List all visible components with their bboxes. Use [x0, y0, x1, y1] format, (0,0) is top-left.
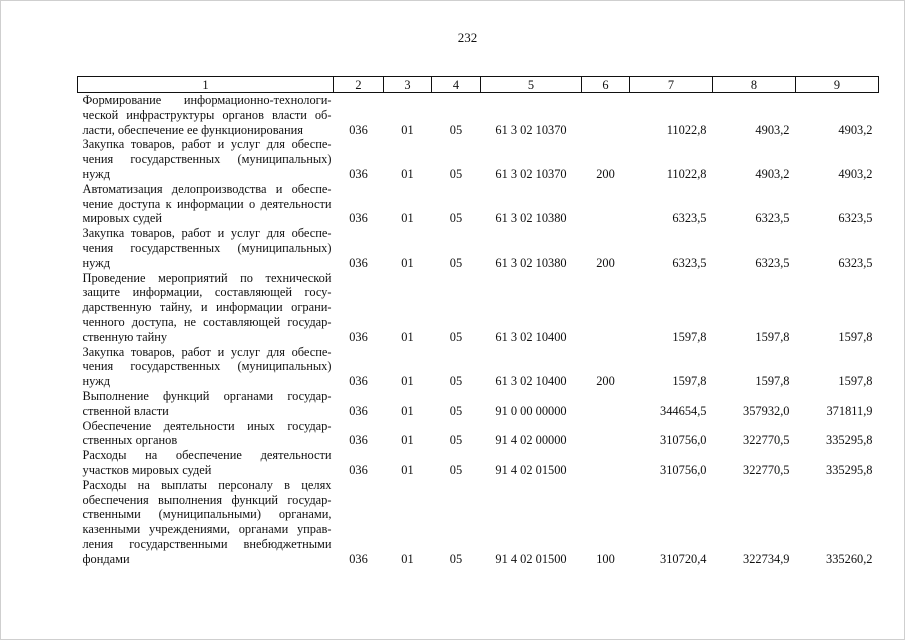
- code-section-cell: 01: [401, 166, 414, 181]
- amount-year1-cell: 1597,8: [672, 374, 707, 389]
- row-name-cell: Расходы на обеспечение деятельности участков мировых судей: [82, 448, 332, 477]
- row-name-cell: Обеспечение деятельности иных государственных органов: [82, 418, 332, 448]
- column-header: 8: [713, 77, 796, 93]
- table-row: [78, 93, 879, 138]
- code-admin-cell: 036: [349, 433, 368, 448]
- amount-year1-cell: 6323,5: [672, 211, 707, 226]
- code-target-cell: 91 4 02 00000: [495, 433, 567, 448]
- amount-year3-cell: 371811,9: [826, 403, 873, 418]
- code-section-cell: 01: [401, 122, 414, 137]
- code-subsection-cell: 05: [449, 211, 463, 226]
- code-subsection-cell: 05: [449, 329, 463, 344]
- table-row: [78, 448, 879, 478]
- column-header: 1: [78, 77, 334, 93]
- row-name-cell: Выполнение функций органами государственной власти: [82, 388, 332, 418]
- amount-year3-cell: 335295,8: [826, 433, 873, 448]
- column-header: 9: [796, 77, 879, 93]
- amount-year1-cell: 310756,0: [660, 462, 707, 477]
- table-row: [78, 226, 879, 270]
- code-subsection-cell: 05: [449, 403, 463, 418]
- code-section-cell: 01: [401, 551, 414, 566]
- amount-year3-cell: 335260,2: [826, 551, 873, 566]
- amount-year2-cell: 322770,5: [743, 462, 790, 477]
- amount-year2-cell: 322734,9: [743, 551, 790, 566]
- code-target-cell: 61 3 02 10400: [495, 374, 567, 389]
- table-row: [78, 137, 879, 181]
- code-expense-type-cell: [582, 448, 630, 478]
- code-expense-type-cell: [582, 182, 630, 226]
- code-expense-type-cell: 200: [596, 166, 615, 181]
- code-admin-cell: 036: [349, 374, 368, 389]
- amount-year2-cell: 6323,5: [755, 255, 790, 270]
- row-name-cell: Закупка товаров, работ и услуг для обеспечения государственных (муниципальных) нужд: [82, 137, 332, 181]
- amount-year1-cell: 310756,0: [660, 433, 707, 448]
- code-admin-cell: 036: [349, 551, 368, 566]
- amount-year2-cell: 322770,5: [743, 433, 790, 448]
- row-name-cell: Закупка товаров, работ и услуг для обеспечения государственных (муниципальных) нужд: [82, 344, 332, 389]
- code-admin-cell: 036: [349, 122, 368, 137]
- table-row: [78, 478, 879, 567]
- amount-year2-cell: 4903,2: [755, 122, 790, 137]
- table-row: [78, 182, 879, 226]
- code-section-cell: 01: [401, 374, 414, 389]
- amount-year1-cell: 6323,5: [672, 255, 707, 270]
- code-subsection-cell: 05: [449, 255, 463, 270]
- amount-year1-cell: 11022,8: [666, 166, 707, 181]
- row-name-cell: Закупка товаров, работ и услуг для обеспечения государственных (муниципальных) нужд: [82, 226, 332, 270]
- amount-year2-cell: 1597,8: [755, 329, 790, 344]
- amount-year2-cell: 1597,8: [755, 374, 790, 389]
- code-target-cell: 61 3 02 10370: [495, 166, 567, 181]
- column-header: 7: [630, 77, 713, 93]
- code-subsection-cell: 05: [449, 166, 463, 181]
- code-expense-type-cell: 200: [596, 374, 615, 389]
- code-target-cell: 61 3 02 10380: [495, 211, 567, 226]
- row-name-cell: Проведение мероприятий по технической защите информации, составляющей государственную тайну, и информации ограниченного доступа, не составляющей государственную тайну: [82, 270, 332, 344]
- table-row: [78, 271, 879, 345]
- column-header: 6: [582, 77, 630, 93]
- code-subsection-cell: 05: [449, 551, 463, 566]
- amount-year3-cell: 4903,2: [838, 122, 873, 137]
- table-body: [78, 93, 879, 567]
- amount-year3-cell: 1597,8: [838, 329, 873, 344]
- code-expense-type-cell: [582, 389, 630, 419]
- row-name-cell: Автоматизация делопроизводства и обеспечение доступа к информации о деятельности мировых судей: [82, 181, 332, 226]
- code-section-cell: 01: [401, 211, 414, 226]
- code-target-cell: 91 4 02 01500: [495, 462, 567, 477]
- code-admin-cell: 036: [349, 462, 368, 477]
- table-row: [78, 389, 879, 419]
- code-expense-type-cell: [582, 93, 630, 138]
- code-section-cell: 01: [401, 433, 414, 448]
- column-header: 5: [481, 77, 582, 93]
- code-subsection-cell: 05: [449, 122, 463, 137]
- code-section-cell: 01: [401, 462, 414, 477]
- row-name-cell: Расходы на выплаты персоналу в целях обеспечения выполнения функций государственными (муниципальными) органами, казенными учреждениями, органами управления государственными внебюджетными фондами: [82, 477, 332, 566]
- table-row: [78, 419, 879, 449]
- code-admin-cell: 036: [349, 255, 368, 270]
- code-expense-type-cell: 100: [596, 551, 615, 566]
- amount-year2-cell: 6323,5: [755, 211, 790, 226]
- row-name-cell: Формирование информационно-технологической инфраструктуры органов власти области, обеспечение ее функционирования: [82, 93, 332, 137]
- table-header: [78, 77, 879, 93]
- code-section-cell: 01: [401, 329, 414, 344]
- code-admin-cell: 036: [349, 329, 368, 344]
- column-header: 2: [334, 77, 384, 93]
- code-admin-cell: 036: [349, 403, 368, 418]
- amount-year3-cell: 335295,8: [826, 462, 873, 477]
- amount-year1-cell: 344654,5: [660, 403, 707, 418]
- amount-year3-cell: 4903,2: [838, 166, 873, 181]
- amount-year3-cell: 1597,8: [838, 374, 873, 389]
- table-row: [78, 345, 879, 389]
- code-admin-cell: 036: [349, 211, 368, 226]
- amount-year1-cell: 11022,8: [666, 122, 707, 137]
- amount-year2-cell: 357932,0: [743, 403, 790, 418]
- code-expense-type-cell: 200: [596, 255, 615, 270]
- code-target-cell: 61 3 02 10370: [495, 122, 567, 137]
- header-row: [78, 77, 879, 93]
- code-expense-type-cell: [582, 419, 630, 449]
- code-subsection-cell: 05: [449, 374, 463, 389]
- code-section-cell: 01: [401, 255, 414, 270]
- column-header: 4: [432, 77, 481, 93]
- amount-year3-cell: 6323,5: [838, 255, 873, 270]
- amount-year3-cell: 6323,5: [838, 211, 873, 226]
- code-expense-type-cell: [582, 271, 630, 345]
- page-number: 232: [457, 30, 478, 45]
- budget-table: [77, 76, 879, 567]
- code-section-cell: 01: [401, 403, 414, 418]
- code-target-cell: 91 4 02 01500: [495, 551, 567, 566]
- amount-year2-cell: 4903,2: [755, 166, 790, 181]
- amount-year1-cell: 1597,8: [672, 329, 707, 344]
- code-target-cell: 91 0 00 00000: [495, 403, 567, 418]
- code-target-cell: 61 3 02 10400: [495, 329, 567, 344]
- code-admin-cell: 036: [349, 166, 368, 181]
- amount-year1-cell: 310720,4: [660, 551, 707, 566]
- code-subsection-cell: 05: [449, 462, 463, 477]
- column-header: 3: [384, 77, 432, 93]
- code-target-cell: 61 3 02 10380: [495, 255, 567, 270]
- code-subsection-cell: 05: [449, 433, 463, 448]
